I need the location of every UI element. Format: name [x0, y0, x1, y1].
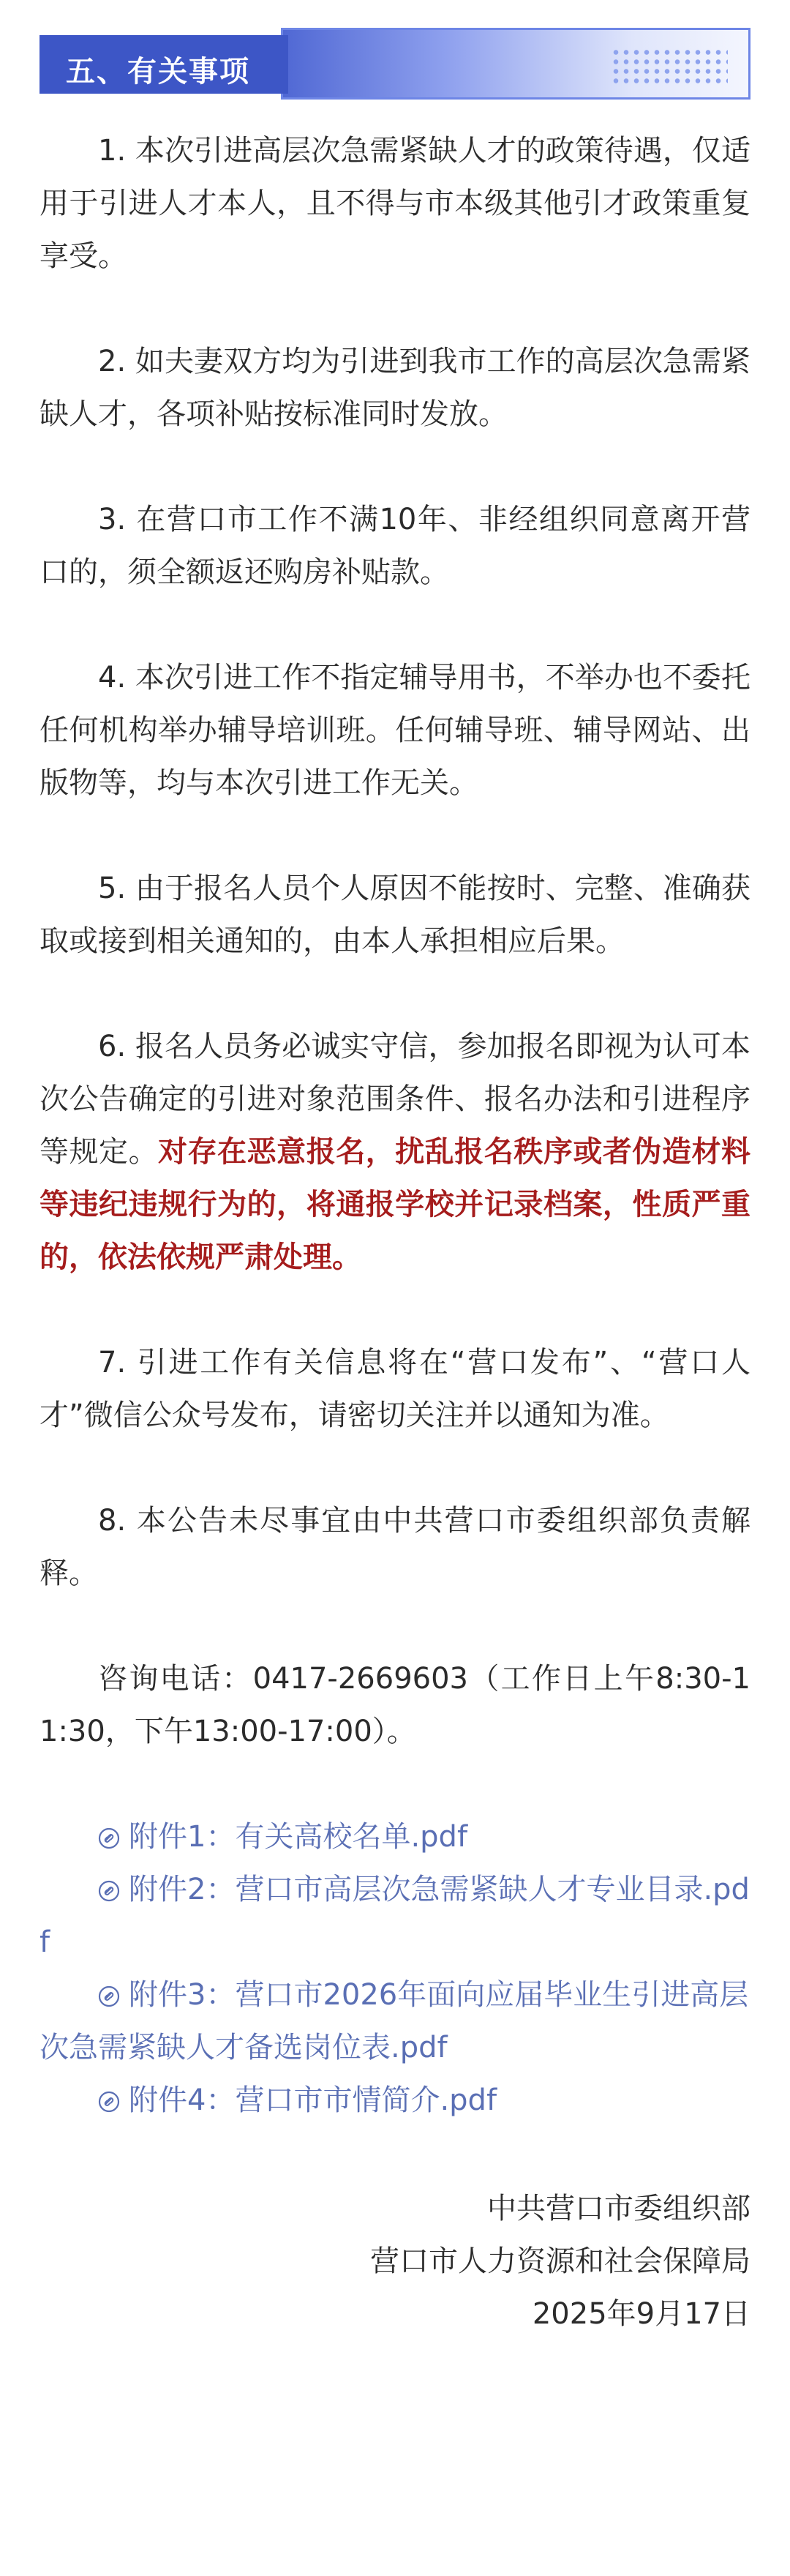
signature-date: 2025年9月17日	[532, 2297, 750, 2331]
item-6-text: 6. 报名人员务必诚实守信，参加报名即视为认可本次公告确定的引进对象范围条件、报名办法和引进程序等规定。	[40, 1030, 750, 1169]
item-5: 5. 由于报名人员个人原因不能按时、完整、准确获取或接到相关通知的，由本人承担相应后果。	[40, 872, 750, 958]
banner-title-block	[40, 35, 288, 94]
item-6	[40, 1020, 750, 1284]
contact-phone: 咨询电话：0417-2669603（工作日上午8:30-11:30，下午13:00-17:00）。	[40, 1662, 750, 1748]
attachment-label-4: 附件4：营口市市情简介.pdf	[129, 2083, 497, 2117]
link-icon	[98, 2091, 120, 2113]
attachment-list	[40, 1811, 750, 2127]
article-content	[40, 124, 750, 2340]
attachment-link-4[interactable]	[40, 2074, 750, 2127]
attachment-link-3[interactable]	[40, 1969, 750, 2074]
attachment-label-3: 附件3：营口市2026年面向应届毕业生引进高层次急需紧缺人才备选岗位表.pdf	[40, 1978, 749, 2064]
item-4: 4. 本次引进工作不指定辅导用书，不举办也不委托任何机构举办辅导培训班。任何辅导班、辅导网站、出版物等，均与本次引进工作无关。	[40, 661, 750, 800]
item-6-warning: 对存在恶意报名，扰乱报名秩序或者伪造材料等违纪违规行为的，将通报学校并记录档案，性质严重的，依法依规严肃处理。	[40, 1135, 751, 1274]
item-8: 8. 本公告未尽事宜由中共营口市委组织部负责解释。	[40, 1504, 750, 1590]
item-7: 7. 引进工作有关信息将在“营口发布”、“营口人才”微信公众号发布，请密切关注并以通知为准。	[40, 1346, 750, 1432]
dot-pattern-decoration	[611, 48, 728, 84]
signature-org-1: 中共营口市委组织部	[487, 2192, 750, 2225]
item-3: 3. 在营口市工作不满10年、非经组织同意离开营口的，须全额返还购房补贴款。	[40, 503, 750, 589]
item-1: 1. 本次引进高层次急需紧缺人才的政策待遇，仅适用于引进人才本人，且不得与市本级其他引才政策重复享受。	[40, 134, 750, 273]
link-icon	[98, 1985, 120, 2007]
attachment-link-2[interactable]	[40, 1863, 750, 1969]
banner-gradient-panel	[281, 28, 750, 100]
attachment-link-1[interactable]	[40, 1811, 750, 1863]
link-icon	[98, 1880, 120, 1902]
section-banner	[40, 28, 750, 100]
section-title: 五、有关事项	[66, 55, 250, 89]
attachment-label-1: 附件1：有关高校名单.pdf	[129, 1820, 468, 1854]
link-icon	[98, 1827, 120, 1849]
signature-org-2: 营口市人力资源和社会保障局	[370, 2244, 750, 2278]
attachment-label-2: 附件2：营口市高层次急需紧缺人才专业目录.pdf	[40, 1873, 750, 1959]
signature-block	[40, 2182, 750, 2340]
item-2: 2. 如夫妻双方均为引进到我市工作的高层次急需紧缺人才，各项补贴按标准同时发放。	[40, 345, 750, 431]
